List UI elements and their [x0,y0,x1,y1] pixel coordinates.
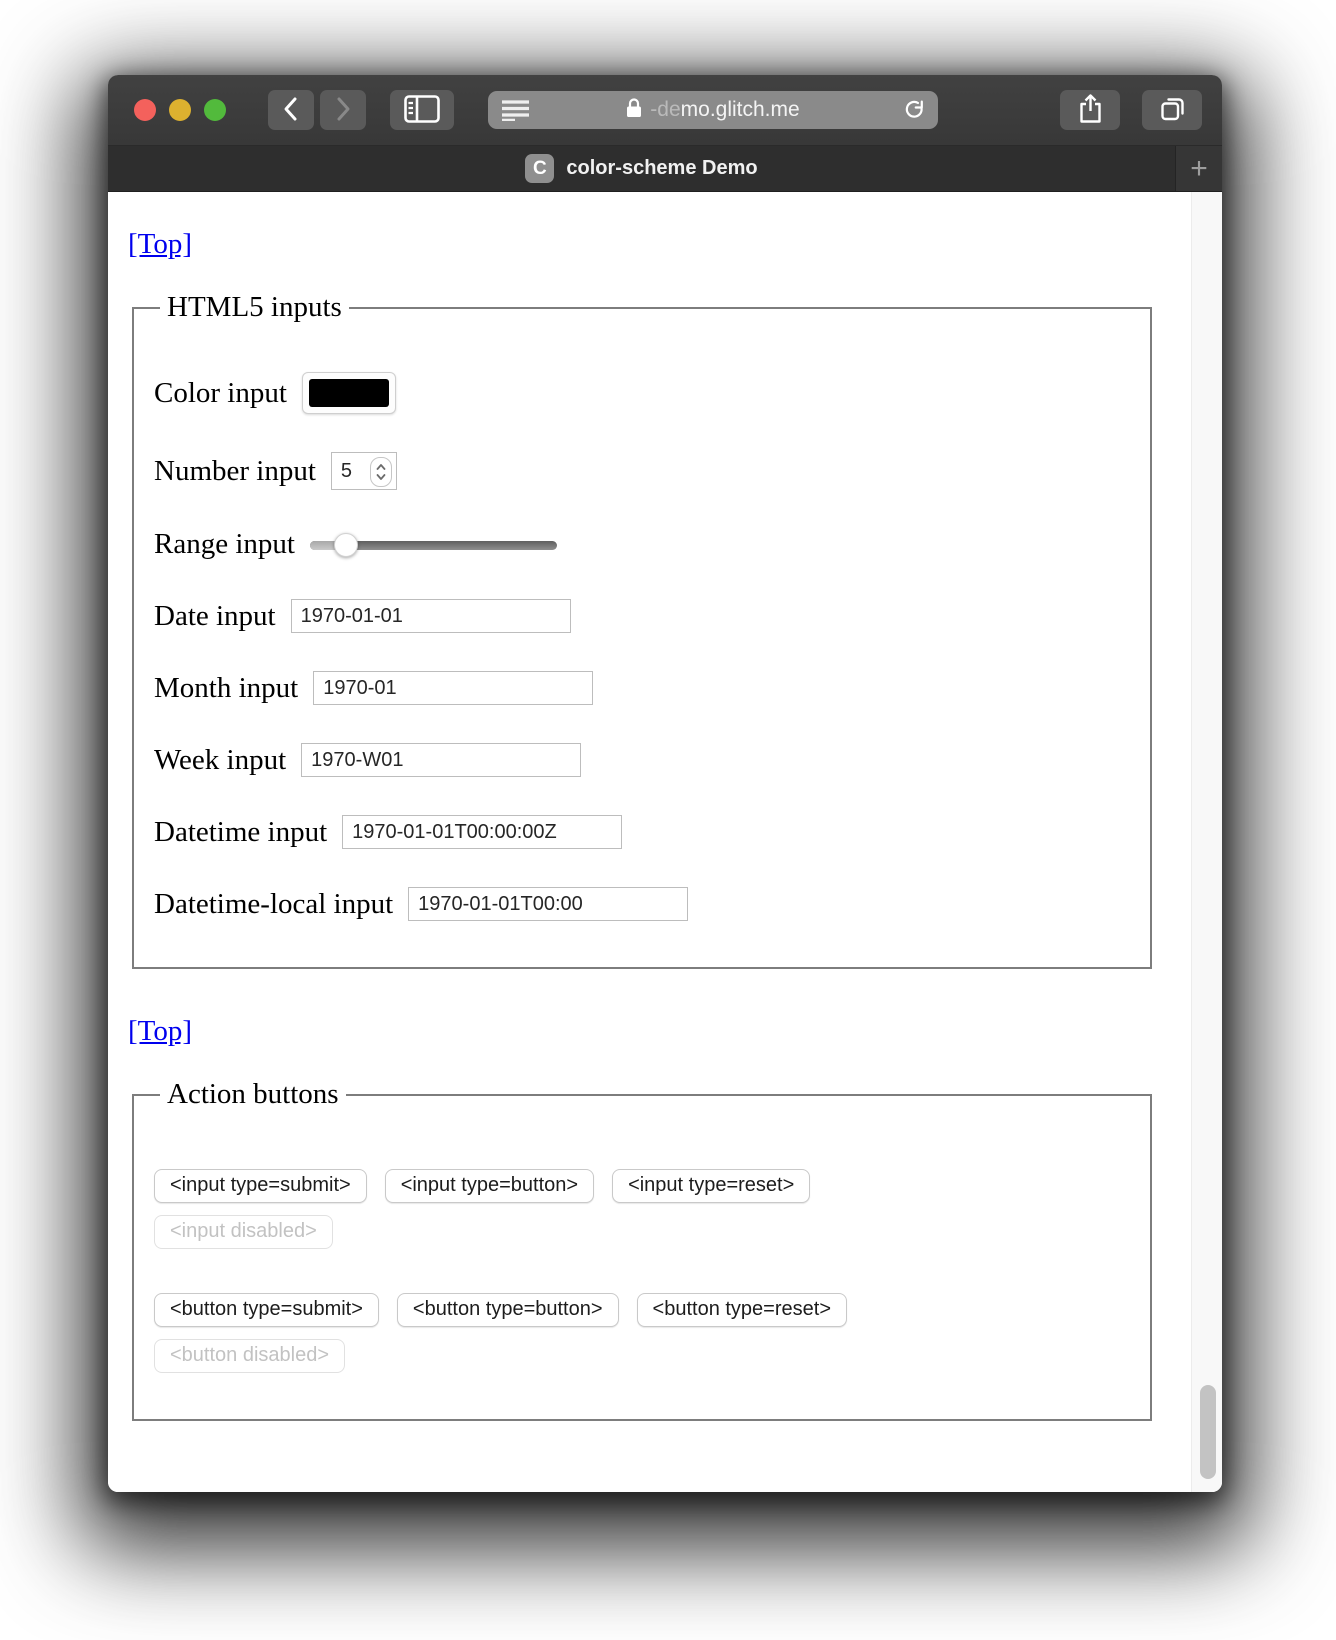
reader-view-icon[interactable] [501,99,531,126]
number-input[interactable] [331,452,397,490]
input-disabled-button: <input disabled> [154,1215,333,1249]
plus-icon: + [1190,151,1208,185]
browser-toolbar [108,75,1222,146]
number-input-row [154,452,1126,490]
fieldset-html5-inputs [132,291,1152,969]
chevron-right-icon [333,96,353,125]
week-input[interactable] [301,743,581,777]
color-input-row [154,372,1126,414]
back-button[interactable] [268,90,314,130]
color-swatch [309,379,389,407]
scrollbar-thumb[interactable] [1200,1385,1216,1479]
top-link-paragraph [128,228,1172,261]
input-buttons-row [154,1169,1126,1203]
datetime-input-row [154,815,1126,849]
share-icon [1078,93,1103,127]
url-dim-part: -de [650,98,681,121]
input-submit-button[interactable]: <input type=submit> [154,1169,367,1203]
datetime-input[interactable] [342,815,622,849]
lock-icon [626,97,642,124]
tab-bar [108,146,1222,192]
range-input-label: Range input [154,528,295,560]
button-reset-button[interactable]: <button type=reset> [637,1293,847,1327]
week-input-label: Week input [154,743,287,776]
range-input[interactable] [310,533,557,557]
reload-icon[interactable] [903,98,926,127]
safari-window [108,75,1222,1492]
tab-overview-button[interactable] [1142,90,1202,130]
date-input-label: Date input [154,599,276,632]
month-input[interactable] [313,671,593,705]
range-thumb[interactable] [334,533,358,557]
action-buttons-legend: Action buttons [167,1078,339,1110]
color-input-label: Color input [154,376,287,409]
tab-title: color-scheme Demo [566,157,758,179]
button-button-button[interactable]: <button type=button> [397,1293,619,1327]
date-input[interactable] [291,599,571,633]
month-input-row [154,671,1126,705]
url-domain [650,98,799,122]
range-input-row [154,528,1126,561]
top-link-2[interactable]: [Top] [128,1015,193,1047]
close-window-button[interactable] [134,99,156,121]
minimize-window-button[interactable] [169,99,191,121]
button-disabled-button: <button disabled> [154,1339,345,1373]
url-text [626,97,799,124]
window-controls [134,99,226,121]
html5-inputs-legend: HTML5 inputs [167,291,342,323]
number-value: 5 [340,459,353,482]
datetime-local-input[interactable] [408,887,688,921]
scrollbar-track[interactable] [1191,192,1222,1492]
datetime-input-label: Datetime input [154,815,328,848]
number-input-label: Number input [154,454,316,487]
favicon: C [525,154,554,183]
fieldset-action-buttons [132,1078,1152,1421]
month-input-label: Month input [154,671,299,704]
tab-overview-icon [1159,95,1186,125]
date-input-row [154,599,1126,633]
sidebar-toggle-button[interactable] [390,90,454,130]
datetime-local-input-label: Datetime-local input [154,887,394,920]
chevron-left-icon [281,96,301,125]
sidebar-icon [404,95,440,126]
button-disabled-row [154,1339,1126,1373]
page-body [108,192,1222,1421]
top-link-paragraph [128,1015,1172,1048]
number-stepper[interactable] [370,457,392,487]
forward-button[interactable] [320,90,366,130]
button-buttons-row [154,1293,1126,1327]
input-reset-button[interactable]: <input type=reset> [612,1169,810,1203]
page-content [108,192,1222,1492]
url-main-part: mo.glitch.me [680,98,800,121]
zoom-window-button[interactable] [204,99,226,121]
button-submit-button[interactable]: <button type=submit> [154,1293,379,1327]
input-button-button[interactable]: <input type=button> [385,1169,594,1203]
datetime-local-input-row [154,887,1126,921]
color-input[interactable] [302,372,396,414]
address-bar[interactable] [488,91,938,129]
top-link-1[interactable]: [Top] [128,228,193,260]
new-tab-button[interactable] [1175,146,1222,191]
input-disabled-row [154,1215,1126,1249]
active-tab[interactable] [108,146,1175,191]
nav-button-group [268,90,366,130]
week-input-row [154,743,1126,777]
share-button[interactable] [1060,90,1120,130]
